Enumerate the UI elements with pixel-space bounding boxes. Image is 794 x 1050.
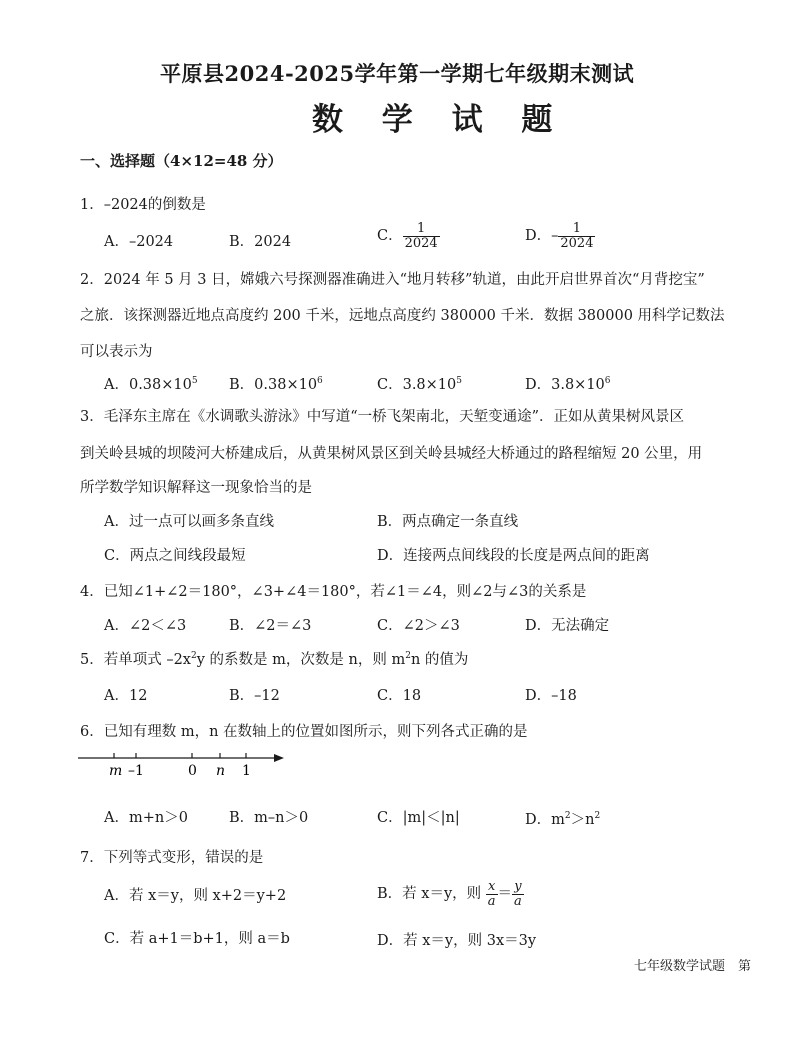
- question-6-option-d-exponent-2: 2: [594, 811, 601, 822]
- question-2-line-1: 2．2024 年 5 月 3 日，嫦娥六号探测器准确进入“地月转移”轨道，由此开启世界首次“月背挖宝”: [80, 272, 705, 288]
- question-5-option-c: C．18: [377, 688, 422, 704]
- question-4-option-b: B．∠2＝∠3: [229, 618, 312, 634]
- question-2-option-d-base: D．3.8×10: [525, 377, 605, 393]
- question-6-option-d-part-2: ＞n: [570, 812, 595, 828]
- question-4-option-a: A．∠2＜∠3: [104, 618, 187, 634]
- question-5-exponent-1: 2: [191, 651, 197, 662]
- question-7-option-b-equals: ＝: [497, 886, 513, 903]
- question-7-option-b: [377, 880, 524, 908]
- question-2-option-c-base: C．3.8×10: [377, 377, 457, 393]
- question-3-option-d: D．连接两点间线段的长度是两点间的距离: [377, 548, 650, 564]
- question-5-stem-part-1: 5．若单项式 –2x: [80, 652, 191, 668]
- question-2-option-c-exponent: 5: [456, 376, 462, 387]
- question-2-option-c: [377, 373, 462, 394]
- question-2-line-2: 之旅．该探测器近地点高度约 200 千米，远地点高度约 380000 千米．数据 380000 用科学记数法: [80, 308, 725, 324]
- question-2-option-b: [229, 373, 323, 394]
- question-3-option-c: C．两点之间线段最短: [104, 548, 246, 564]
- question-1-option-d-denominator: 2024: [560, 235, 594, 251]
- question-1-option-a: A．–2024: [104, 234, 174, 250]
- axis-label-m: m: [109, 763, 123, 779]
- question-7-option-b-label: B．若 x＝y，则: [377, 886, 482, 903]
- question-7-stem: 7．下列等式变形，错误的是: [80, 850, 264, 866]
- question-1-option-d-sign: –: [551, 228, 559, 245]
- question-1-option-d-label: D．: [525, 228, 552, 245]
- question-5-stem-part-3: n 的值为: [410, 652, 469, 668]
- question-3-option-b: B．两点确定一条直线: [377, 514, 519, 530]
- question-4-option-d: D．无法确定: [525, 618, 610, 634]
- question-7-option-b-denominator-1: a: [487, 893, 496, 909]
- question-1-option-d-numerator: 1: [572, 221, 582, 236]
- question-2-option-a: [104, 373, 198, 394]
- question-1-option-c-denominator: 2024: [404, 235, 438, 251]
- question-1-option-c-numerator: 1: [417, 221, 426, 236]
- question-6-option-a: A．m+n＞0: [104, 810, 188, 826]
- question-1-option-d: [525, 222, 595, 250]
- question-2-option-d-exponent: 6: [604, 376, 611, 387]
- number-line-diagram: [78, 750, 298, 782]
- question-2-option-b-exponent: 6: [317, 376, 323, 387]
- question-3-line-2: 到关岭县城的坝陵河大桥建成后，从黄果树风景区到关岭县城经大桥通过的路程缩短 20 公里，用: [80, 446, 703, 462]
- question-3-line-3: 所学数学知识解释这一现象恰当的是: [80, 480, 312, 496]
- axis-label-minus-1: –1: [128, 763, 144, 779]
- axis-label-0: 0: [188, 763, 197, 779]
- question-2-option-a-base: A．0.38×10: [104, 377, 192, 393]
- question-7-option-b-denominator-2: a: [514, 893, 522, 909]
- axis-label-1: 1: [242, 763, 251, 779]
- question-7-option-d: D．若 x＝y，则 3x＝3y: [377, 933, 537, 949]
- question-5-exponent-2: 2: [405, 651, 411, 662]
- question-7-option-c: C．若 a+1＝b+1，则 a＝b: [104, 931, 290, 947]
- question-5-stem: [80, 648, 468, 669]
- exam-subtitle: 数 学 试 题: [312, 102, 567, 138]
- question-5-option-a: A．12: [104, 688, 148, 704]
- question-7-option-b-numerator-2: y: [514, 879, 522, 894]
- question-6-option-d-part-1: D．m: [525, 812, 565, 828]
- axis-label-n: n: [216, 763, 226, 779]
- question-1-option-c: [377, 222, 440, 250]
- question-2-line-3: 可以表示为: [80, 344, 153, 360]
- question-2-option-d: [525, 373, 611, 394]
- question-3-option-a: A．过一点可以画多条直线: [104, 514, 274, 530]
- question-2-option-a-exponent: 5: [191, 376, 198, 387]
- question-1-option-c-label: C．: [377, 228, 403, 245]
- question-7-option-a: A．若 x＝y，则 x+2＝y+2: [104, 888, 287, 904]
- question-5-option-d: D．–18: [525, 688, 577, 704]
- question-6-option-d-exponent-1: 2: [564, 811, 571, 822]
- question-1-stem: 1．–2024的倒数是: [80, 197, 206, 213]
- question-6-option-d: [525, 808, 600, 829]
- question-1-option-b: B．2024: [229, 234, 292, 250]
- question-5-option-b: B．–12: [229, 688, 280, 704]
- question-6-option-b: B．m–n＞0: [229, 810, 309, 826]
- number-line-arrow: [274, 754, 284, 762]
- section-heading: 一、选择题（4×12=48 分）: [80, 152, 283, 170]
- question-4-option-c: C．∠2＞∠3: [377, 618, 460, 634]
- question-2-option-b-base: B．0.38×10: [229, 377, 318, 393]
- exam-title: 平原县2024-2025学年第一学期七年级期末测试: [160, 61, 635, 86]
- question-6-option-c: C．|m|＜|n|: [377, 810, 460, 826]
- question-7-option-b-numerator-1: x: [487, 879, 496, 894]
- question-4-stem: 4．已知∠1+∠2＝180°，∠3+∠4＝180°，若∠1＝∠4，则∠2与∠3的关系是: [80, 584, 587, 600]
- page-footer: 七年级数学试题 第: [634, 959, 752, 974]
- question-3-line-1: 3．毛泽东主席在《水调歌头游泳》中写道“一桥飞架南北，天堑变通途”．正如从黄果树风景区: [80, 409, 685, 425]
- question-5-stem-part-2: y 的系数是 m，次数是 n，则 m: [196, 652, 406, 668]
- question-6-stem: 6．已知有理数 m，n 在数轴上的位置如图所示，则下列各式正确的是: [80, 724, 528, 740]
